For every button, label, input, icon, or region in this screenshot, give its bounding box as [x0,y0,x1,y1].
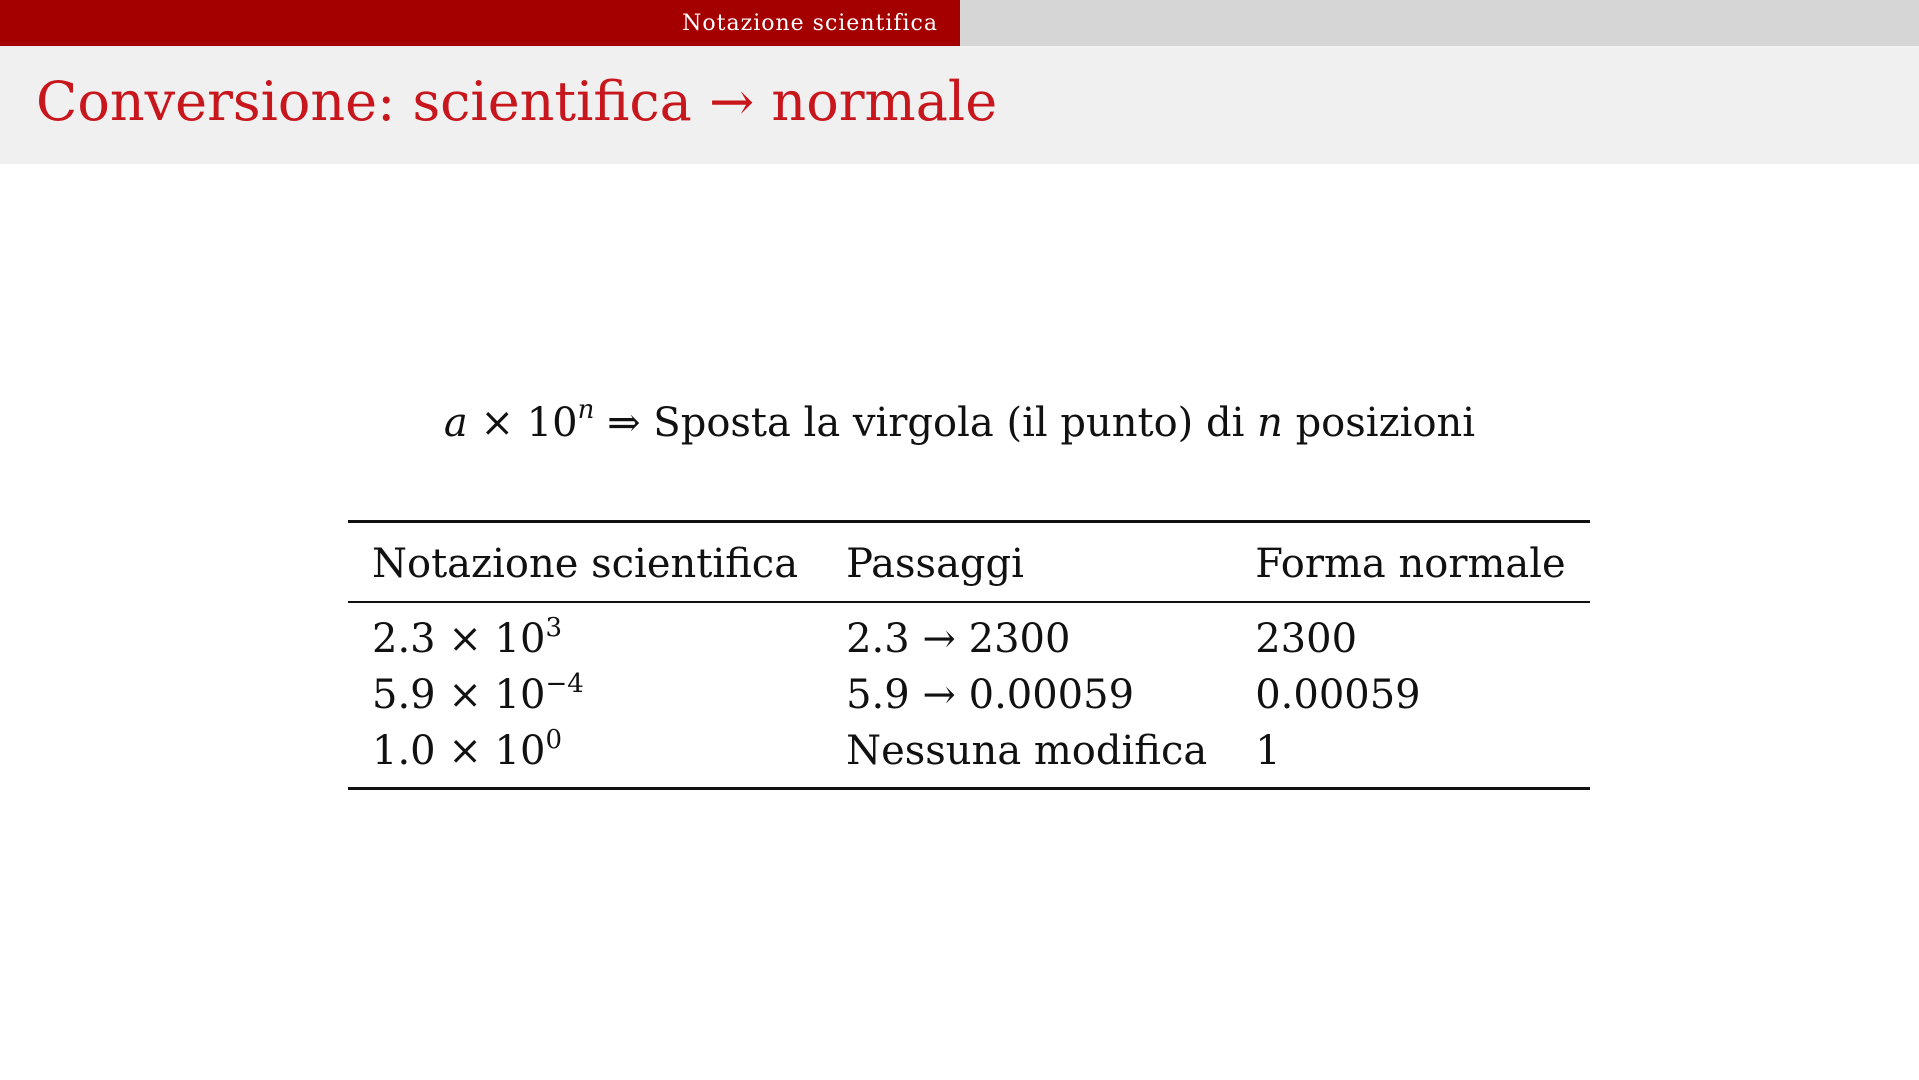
cell-normal: 1 [1255,728,1281,774]
header-normal-form: Forma normale [1231,522,1589,603]
cell-steps: Nessuna modifica [846,728,1208,774]
table-row [348,602,1590,667]
rule-tail: posizioni [1282,400,1476,446]
table-header-row [348,522,1590,603]
rule-description: ⇒ Sposta la virgola (il punto) di [594,400,1258,446]
top-navigation-bar [0,0,1919,46]
mantissa: 1.0 × 10 [372,728,546,774]
table-row [348,723,1590,789]
conversion-table [348,520,1590,790]
mantissa: 5.9 × 10 [372,672,546,718]
cell-scientific [348,723,822,789]
section-label: Notazione scientifica [682,10,938,36]
rule-exponent-n: n [577,395,595,425]
conversion-rule [0,395,1919,446]
header-scientific-notation: Notazione scientifica [348,522,822,603]
header-steps: Passaggi [822,522,1231,603]
rule-variable-n: n [1257,400,1283,446]
conversion-table-container [348,520,1570,790]
mantissa: 2.3 × 10 [372,616,546,662]
cell-scientific [348,667,822,723]
slide-title: Conversione: scientifica → normale [36,70,998,133]
rule-variable-a: a [443,400,468,446]
exponent: 0 [545,725,563,755]
cell-scientific [348,602,822,667]
cell-normal: 2300 [1255,616,1358,662]
exponent: −4 [545,669,584,699]
section-header[interactable] [0,0,960,46]
rule-times: × 10 [467,400,578,446]
table-row [348,667,1590,723]
cell-steps: 5.9 → 0.00059 [846,672,1135,718]
exponent: 3 [545,613,563,643]
cell-normal: 0.00059 [1255,672,1421,718]
title-band [0,46,1919,164]
cell-steps: 2.3 → 2300 [846,616,1071,662]
